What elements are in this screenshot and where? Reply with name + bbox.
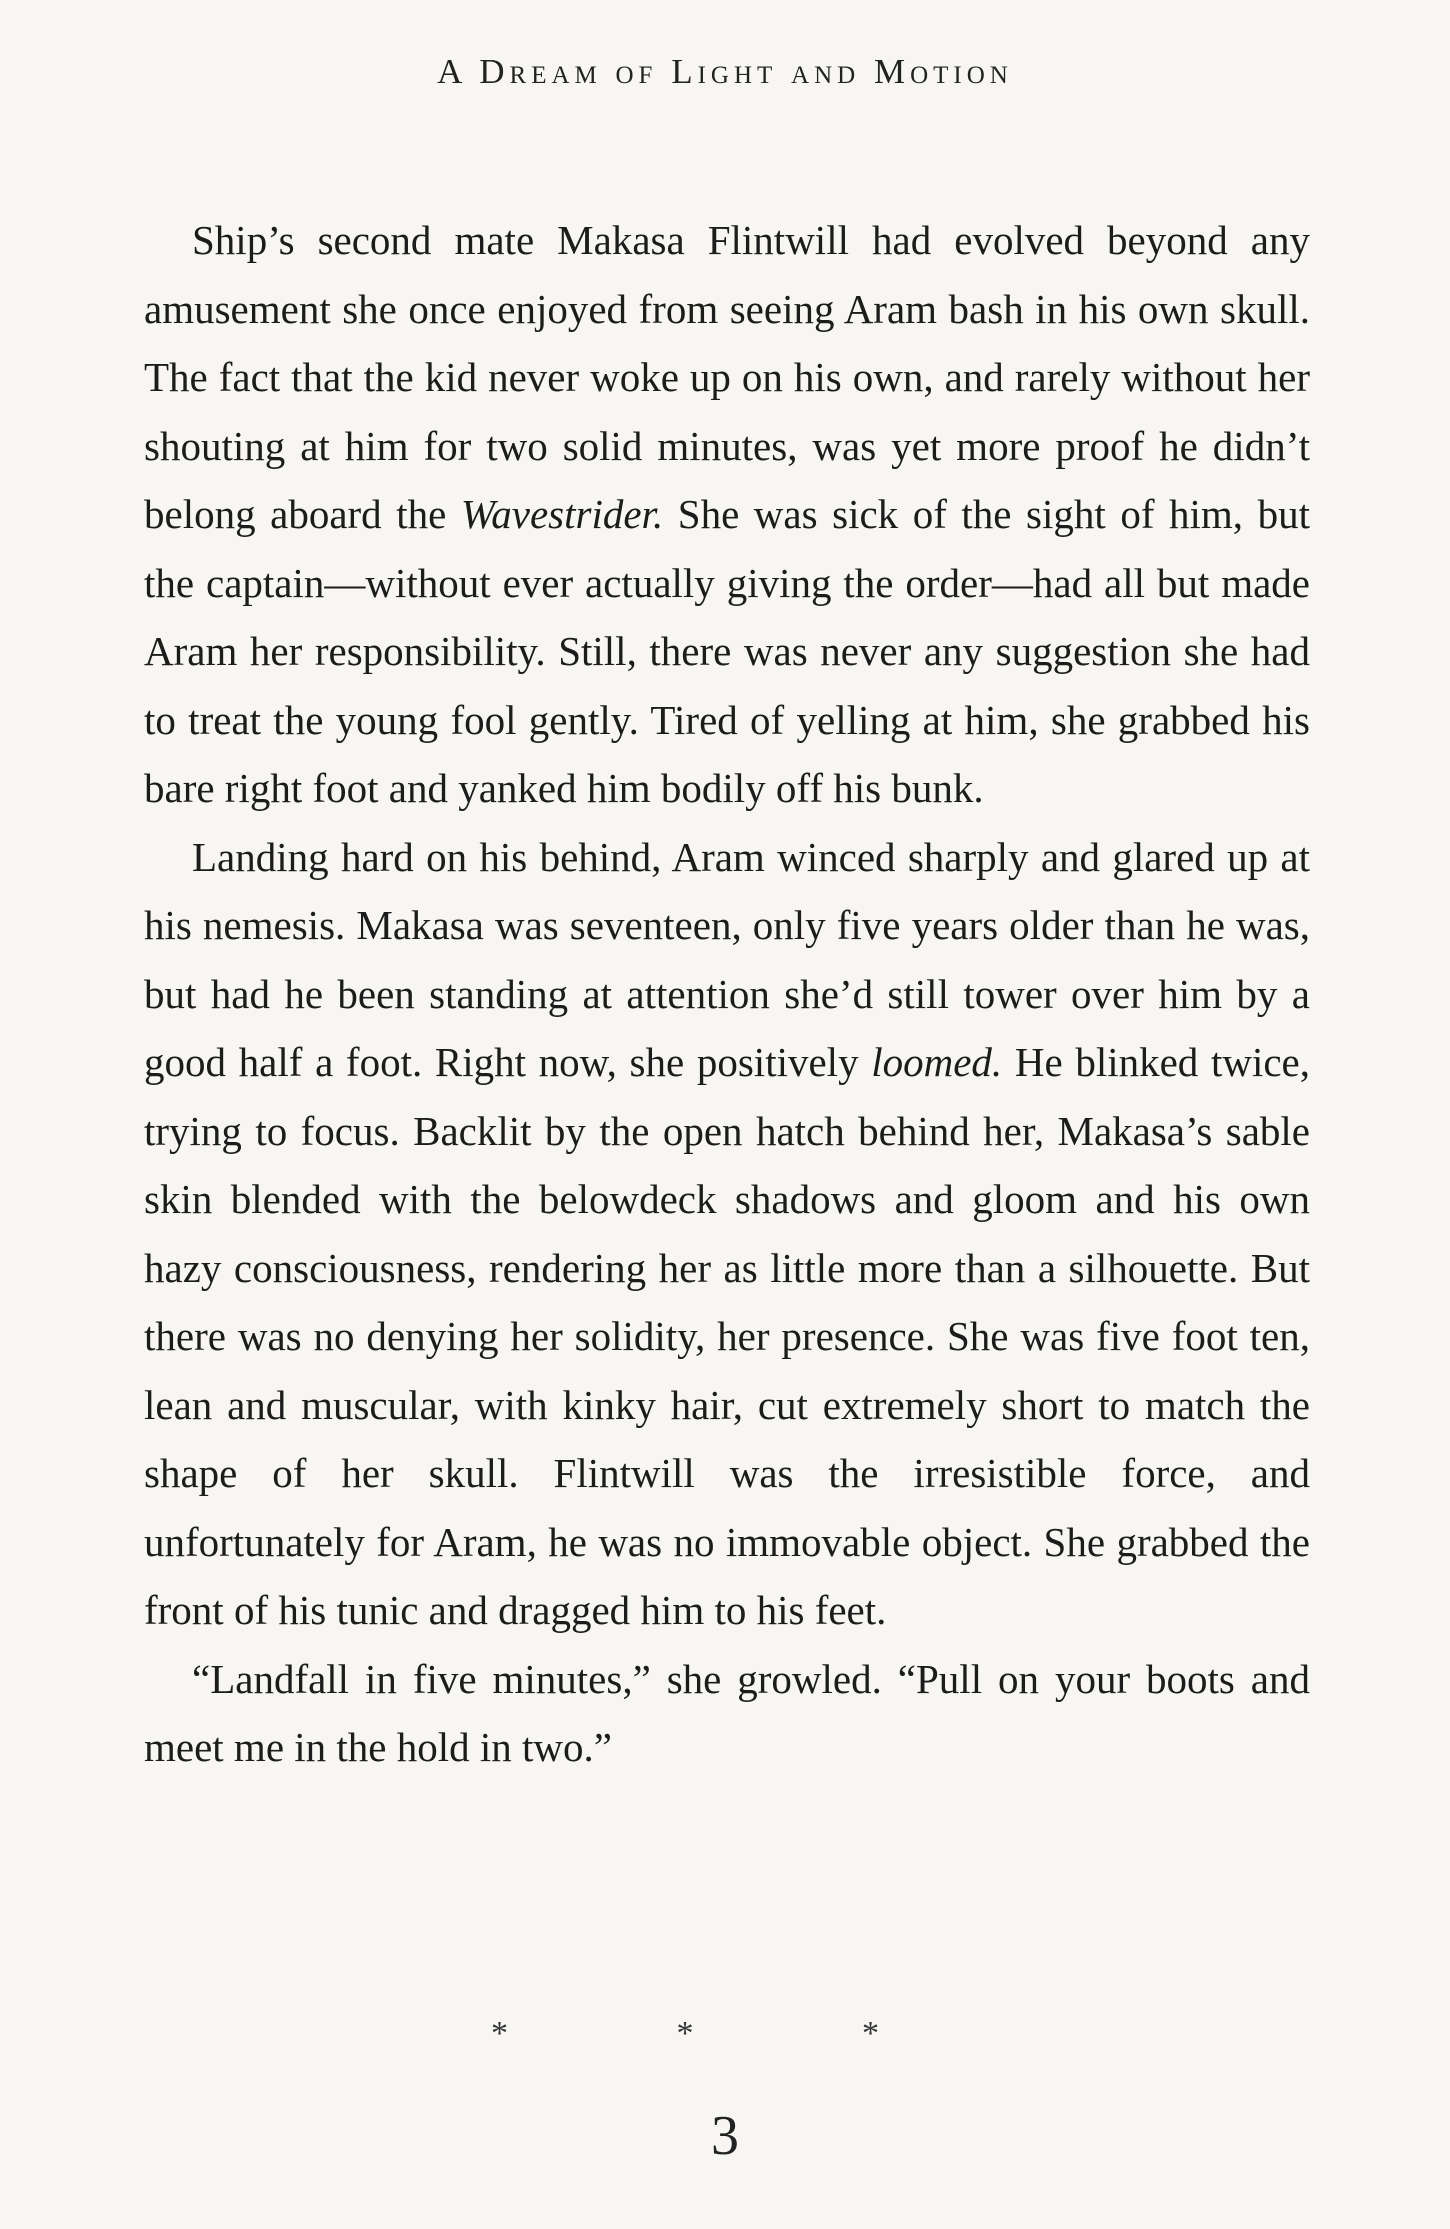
paragraph-1-text-1: Ship’s second mate Makasa Flintwill had evolved beyond any amusement she once enjoyed from seeing Aram bash in his own skull. The fact that the kid never woke up on his own, and rarely without her shouting at him for two solid minutes, was yet more proof he didn’t belong aboard the [144,217,1310,537]
paragraph-2-text-1: Landing hard on his behind, Aram winced sharply and glared up at his nemesis. Makasa was seventeen, only five years older than he was, but had he been standing at attention she’d still tower over him by a good half a foot. Right now, she positively [144,833,1310,1085]
paragraph-1 [144,206,1310,823]
ship-name-italic: Wavestrider. [460,491,664,537]
paragraph-1-text-2: She was sick of the sight of him, but the captain—without ever actually giving the order—had all but made Aram her responsibility. Still, there was never any suggestion she had to treat the young fool gently. Tired of yelling at him, she grabbed his bare right foot and yanked him bodily off his bunk. [144,491,1310,811]
page-number: 3 [711,2105,739,2167]
loomed-italic: loomed. [871,1039,1003,1085]
body-text [144,206,1310,1782]
running-head: A Dream of Light and Motion [437,52,1013,91]
paragraph-2-text-2: He blinked twice, trying to focus. Backlit by the open hatch behind her, Makasa’s sable skin blended with the belowdeck shadows and gloom and his own hazy consciousness, rendering her as little more than a silhouette. But there was no denying her solidity, her presence. She was five foot ten, lean and muscular, with kinky hair, cut extremely short to match the shape of her skull. Flintwill was the irresistible force, and unfortunately for Aram, he was no immovable object. She grabbed the front of his tunic and dragged him to his feet. [144,1039,1310,1633]
paragraph-3-text-1: “Landfall in five minutes,” she growled. “Pull on your boots and meet me in the hold in two.” [144,1655,1310,1770]
paragraph-2 [144,823,1310,1645]
paragraph-3 [144,1645,1310,1782]
scene-break: * * * [491,2015,959,2052]
